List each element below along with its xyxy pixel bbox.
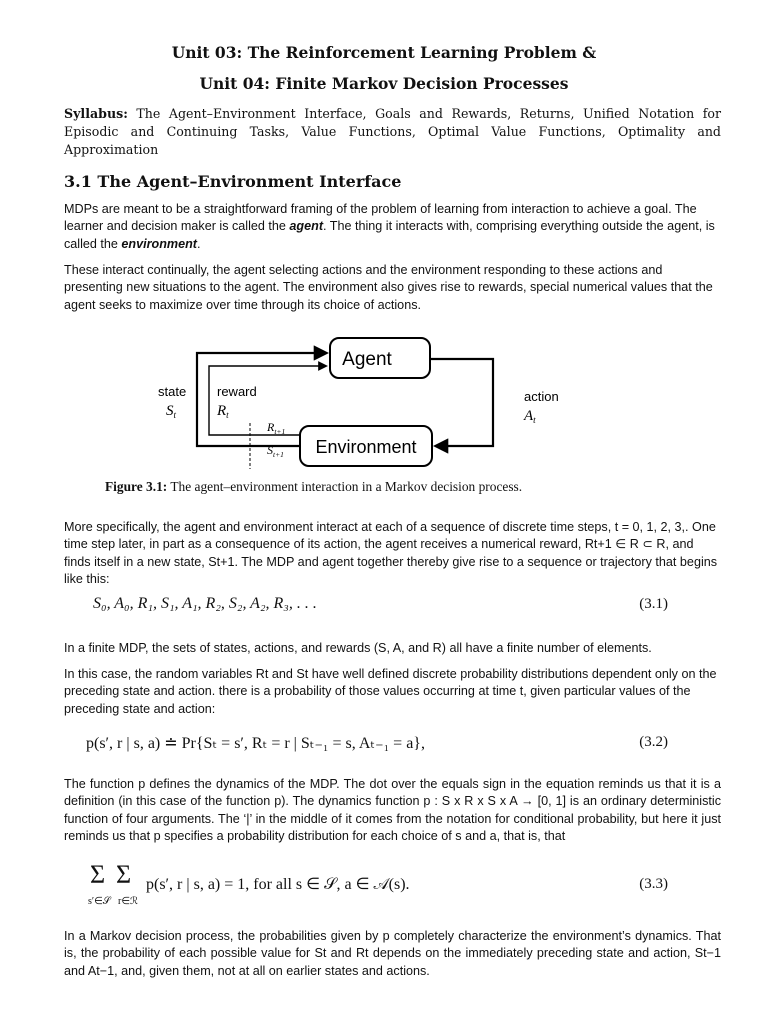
paragraph-interaction: These interact continually, the agent selecting actions and the environment responding to these actions and presenting new situations to the agent. The environment also gives rise to rewards, special numerical values that the agent seeks to maximize over time through its choice of actions. xyxy=(64,263,713,312)
action-label: action xyxy=(524,389,559,404)
figure-caption-text: The agent–environment interaction in a Markov decision process. xyxy=(170,479,523,494)
page-title-line1: Unit 03: The Reinforcement Learning Problem & xyxy=(171,43,597,62)
paragraph-dynamics: The function p defines the dynamics of the MDP. The dot over the equals sign in the equation reminds us that it is a definition (in this case of the function p). The dynamics function p : S x R x S x A → [0, 1] is an ordinary deterministic function of four arguments. The ‘|’ in the middle of it comes from the notation for conditional probability, but here it just reminds us that p specifies a probability distribution for each choice of s and a, that is, that xyxy=(64,777,721,844)
equation-3-2-body: p(s′, r | s, a) ≐ Pr{Sₜ = s′, Rₜ = r | Sₜ₋₁ = s, Aₜ₋₁ = a}, xyxy=(86,735,425,752)
para1-text-a: MDPs are meant to be a straightforward framing of the problem of learning from interaction to achieve a goal. The learner and decision maker is called the xyxy=(64,202,697,234)
equation-3-3-body: p(s′, r | s, a) = 1, for all s ∈ 𝒮, a ∈ 𝒜(s). xyxy=(146,876,410,893)
equation-3-3 xyxy=(88,860,588,916)
agent-environment-diagram xyxy=(150,335,580,475)
next-state-symbol: $S_{t+1}$ xyxy=(267,443,284,459)
state-label: state xyxy=(158,384,187,399)
action-arrow xyxy=(430,359,493,446)
reward-symbol: $R_t$ xyxy=(217,403,229,420)
next-reward-symbol: $R_{t+1}$ xyxy=(267,420,286,436)
paragraph-markov-property: In a Markov decision process, the probabilities given by p completely characterize the environment’s dynamics. That is, the probability of each possible value for St and Rt depends on the immediately preceding state and action, St−1 and At−1, and, given them, not at all on earlier states and actions. xyxy=(64,929,721,978)
equation-3-3-number: (3.3) xyxy=(639,876,668,892)
syllabus-text: The Agent–Environment Interface, Goals and Rewards, Returns, Unified Notation for Episodic and Continuing Tasks, Value Functions, Optimal Value Functions, Optimality and Approximation xyxy=(64,106,721,157)
figure-caption-label: Figure 3.1: xyxy=(105,479,168,494)
summation-2: Σ xyxy=(116,860,132,889)
para1-text-b: . The thing it interacts with, comprising everything outside the agent, is called the xyxy=(64,219,715,251)
equation-3-1-number: (3.1) xyxy=(639,596,668,612)
syllabus-label: Syllabus: xyxy=(64,106,128,121)
summation-2-index: r∈ℛ xyxy=(118,896,139,907)
summation-1: Σ xyxy=(90,860,106,889)
para1-text-c: . xyxy=(197,236,201,251)
action-symbol: $A_t$ xyxy=(524,408,536,425)
summation-1-index: s′∈𝒮 xyxy=(88,896,111,907)
environment-label: Environment xyxy=(315,437,417,457)
agent-term: agent xyxy=(289,219,324,234)
equation-3-1-body: S₀, A₀, R₁, S₁, A₁, R₂, S₂, A₂, R₃, . . . xyxy=(93,595,317,612)
equation-3-2 xyxy=(86,733,425,753)
paragraph-intro xyxy=(64,201,721,253)
paragraph-random-variables: In this case, the random variables Rt and St have well defined discrete probability distributions dependent only on the preceding state and action. there is a probability of those values occurring at time t, given particular values of the preceding state and action: xyxy=(64,667,717,716)
syllabus xyxy=(64,105,721,159)
section-heading: 3.1 The Agent–Environment Interface xyxy=(64,172,402,191)
paragraph-time-steps: More specifically, the agent and environment interact at each of a sequence of discrete time steps, t = 0, 1, 2, 3,. One time step later, in part as a consequence of its action, the agent receives a numerical reward, Rt+1 ∈ R ⊂ R, and finds itself in a new state, St+1. The MDP and agent together thereby give rise to a sequence or trajectory that begins like this: xyxy=(64,520,718,587)
state-symbol: $S_t$ xyxy=(166,403,177,420)
agent-label: Agent xyxy=(342,349,392,370)
paragraph-finite-mdp: In a finite MDP, the sets of states, actions, and rewards (S, A, and R) all have a finite number of elements. xyxy=(64,641,652,655)
page-title-line2: Unit 04: Finite Markov Decision Processes xyxy=(199,74,569,93)
reward-label: reward xyxy=(217,384,257,399)
figure-caption xyxy=(105,479,522,495)
equation-3-2-number: (3.2) xyxy=(639,734,668,750)
equation-3-1 xyxy=(93,595,317,613)
environment-term: environment xyxy=(121,236,197,251)
